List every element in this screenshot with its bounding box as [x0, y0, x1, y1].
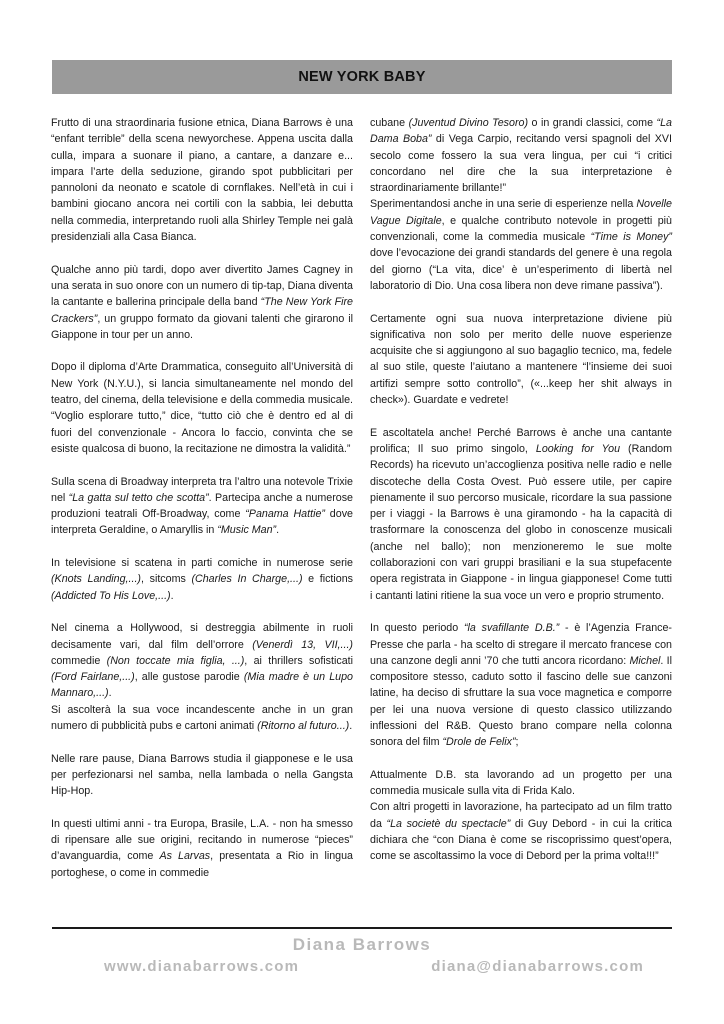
text: Frutto di una straordinaria fusione etnica, Diana Barrows è una “enfant terrible” della scena newyorchese. Appena uscita dalla culla, impara a suonare il piano, a cantare, a danzare e... impara l’arte della seduzione, girando spot pubblicitari per pannoloni da neonato e scatole di cornflakes. Nell’età in cui i bambini giocano ancora nei cortili con la sabbia, lei debutta nella commedia, interpretando ruoli alla Shirley Temple nei galà presidenziali alla Casa Bianca.: [51, 117, 353, 244]
paragraph: [370, 115, 672, 196]
title-reference: “Panama Hattie”: [245, 508, 325, 521]
title-reference: (Non toccate mia figlia, ...): [106, 654, 245, 667]
text: Sperimentandosi anche in una serie di esperienze nella: [370, 198, 637, 211]
text: commedie: [51, 654, 107, 667]
text: .: [170, 589, 174, 602]
band-name: “The New York Fire Crackers”: [51, 296, 353, 325]
text: , alle gustose parodie: [134, 671, 244, 684]
text: . Il compositore stesso, caduto sotto il fascino delle sue canzoni latine, ha deciso di sfruttare la sua voce magnetica e comporre per lei una nuova versione di questo classico utilizzando inflessioni del R&B. Questo brano compare nella colonna sonora del film: [370, 654, 672, 749]
email-link[interactable]: diana@dianabarrows.com: [431, 958, 644, 975]
text: , un gruppo formato da giovani talenti che girarono il Giappone in tour per un anno.: [51, 312, 353, 341]
title-reference: (Addicted To His Love,...): [51, 589, 171, 602]
title-reference: (Juventud Divino Tesoro): [408, 117, 529, 129]
text: dove l’evocazione dei grandi standards del genere è una regola del giorno (“La vita, dice’ è un’esperimento di libertà nel laboratorio di Dio. Una cosa libera non deve rimane passiva”).: [370, 247, 672, 292]
title-reference: “Music Man”: [217, 524, 277, 537]
text: Si ascolterà la sua voce incandescente anche in un gran numero di pubblicità pubs e cartoni animati: [51, 703, 353, 732]
page-title: NEW YORK BABY: [298, 69, 426, 85]
text: Qualche anno più tardi, dopo aver divertito James Cagney in una serata in suo onore con un numero di tip-tap, Diana diventa la cantante e ballerina principale della band: [51, 263, 353, 309]
title-reference: “La Dama Boba”: [370, 117, 672, 146]
text: - è l’Agenzia France-Presse che parla - ha scelto di stregare il mercato francese con una canzone degli anni ’70 che tutti ancora ricordano:: [370, 622, 672, 667]
title-reference: “la svafillante D.B.”: [463, 622, 560, 635]
text: Attualmente D.B. sta lavorando ad un progetto per una commedia musicale sulla vita di Frida Kalo.: [370, 768, 672, 798]
paragraph: [370, 799, 672, 864]
paragraph: [51, 555, 353, 604]
right-column: [370, 115, 672, 881]
text: In televisione si scatena in parti comiche in numerose serie: [51, 557, 353, 570]
text: Nel cinema a Hollywood, si destreggia abilmente in ruoli decisamente vari, dal film dell’orrore: [51, 622, 353, 651]
text: , e qualche contributo notevole in progetti più convenzionali, come la commedia musicale: [370, 214, 672, 244]
paragraph: [51, 262, 353, 343]
title-reference: Novelle Vague Digitale: [370, 198, 672, 227]
title-reference: (Charles In Charge,...): [191, 573, 303, 586]
text: In questi ultimi anni - tra Europa, Brasile, L.A. - non ha smesso di ripensare alle sue origini, recitando in numerose “pieces” d’avanguardia, come: [51, 817, 353, 863]
text: ;: [515, 736, 519, 749]
text: .: [349, 719, 353, 732]
title-reference: As Larvas: [159, 850, 211, 863]
text: , ai thrillers sofisticati: [244, 654, 354, 667]
text: , presentata a Rio in lingua portoghese, o come in commedie: [51, 850, 353, 879]
paragraph: [51, 751, 353, 800]
title-reference: (Ritorno al futuro...): [257, 719, 350, 732]
website-link[interactable]: www.dianabarrows.com: [104, 958, 300, 975]
paragraph: [370, 196, 672, 294]
paragraph: [51, 816, 353, 881]
text: In questo periodo: [370, 622, 464, 635]
text: cubane: [370, 117, 409, 129]
text: (Random Records) ha ricevuto un’accoglienza positiva nelle radio e nelle discoteche della Costa Ovest. Può essere utile, per capire pienamente il suo percorso musicale, ricordare la sua passione per i viaggi - la Barrows è una giramondo - ha la capacità di trasformare la conoscenza del globo in conoscenze musicali (anche nel ballo); non menzioneremo le sue molte collaborazioni con vari gruppi brasiliani e la sua stupefacente opera registrata in Giappone - in lingua giapponese! Come tutti i cantanti latini ritiene la sua voce un vero e proprio strumento.: [370, 442, 672, 602]
paragraph: [370, 620, 672, 750]
footer-divider: [52, 927, 672, 929]
paragraph: [370, 767, 672, 800]
header-bar: [52, 60, 672, 94]
paragraph: [370, 311, 672, 409]
text: Certamente ogni sua nuova interpretazione diviene più significativa non solo per merito delle nuove esperienze acquisite che si aggiungono al suo bagaglio tecnico, ma, fedele al suo stile, queste l’aiutano a mantenere “l’insieme dei suoi artifizi sempre sotto controllo”, («...keep her shit always in check»). Guardate e vedrete!: [370, 312, 672, 407]
text: di Guy Debord - in cui la critica dichiara che “con Diana è come se riscoprissimo quest’opera, come se ascoltassimo la voce di Debord per la prima volta!!!”: [370, 817, 672, 863]
text: e fictions: [302, 573, 353, 586]
text: . Partecipa anche a numerose produzioni teatrali Off-Broadway, come: [51, 491, 353, 521]
text: E ascoltatela anche! Perché Barrows è anche una cantante prolifica; Il suo primo singolo,: [370, 426, 672, 455]
text: Nelle rare pause, Diana Barrows studia il giapponese e le usa per perfezionarsi nel samba, nella lambada o nella Gangsta Hip-Hop.: [51, 752, 353, 798]
paragraph: [51, 474, 353, 539]
title-reference: “Drole de Felix”: [442, 736, 516, 749]
title-reference: “Time is Money”: [590, 231, 672, 244]
paragraph: [51, 359, 353, 457]
paragraph: [51, 620, 353, 701]
title-reference: “La gatta sul tetto che scotta”: [68, 491, 209, 504]
text: o in grandi classici, come: [528, 117, 657, 129]
text: Con altri progetti in lavorazione, ha partecipato ad un film tratto da: [370, 801, 672, 830]
footer-name: Diana Barrows: [292, 935, 432, 954]
text: Sulla scena di Broadway interpreta tra l’altro una notevole Trixie nel: [51, 475, 353, 504]
text: di Vega Carpio, recitando versi spagnoli del XVI secolo come fossero la sua vera lingua, per cui “i critici concordano nel dire che la sua interpretazione è straordinariamente brillante!”: [370, 133, 673, 195]
title-reference: (Knots Landing,...): [51, 573, 141, 586]
text: dove interpreta Geraldine, o Amaryllis in: [51, 508, 353, 537]
paragraph: [51, 702, 353, 735]
footer-links: [104, 958, 644, 975]
title-reference: Looking for You: [535, 442, 621, 455]
title-reference: (Mia madre è un Lupo Mannaro,...): [51, 671, 353, 700]
title-reference: “La societè du spectacle”: [386, 817, 511, 830]
text: , sitcoms: [141, 573, 192, 586]
paragraph: [370, 425, 672, 604]
text: .: [108, 687, 112, 700]
text: Dopo il diploma d’Arte Drammatica, conseguito all’Università di New York (N.Y.U.), si lancia simultaneamente nel mondo del teatro, del cinema, della televisione e della commedia musicale. “Voglio esplorare tutto,” dice, “tutto ciò che è dentro ed al di fuori del convenzionale - Ancora lo faccio, convinta che se esiste qualcosa di buono, la recitazione ne dimostra la validità.”: [51, 361, 353, 455]
title-reference: Michel: [629, 654, 661, 667]
paragraph: [51, 115, 353, 245]
title-reference: (Ford Fairlane,...): [51, 671, 135, 684]
left-column: [51, 115, 353, 897]
text: .: [276, 524, 280, 537]
title-reference: (Venerdì 13, VII,...): [252, 638, 353, 651]
